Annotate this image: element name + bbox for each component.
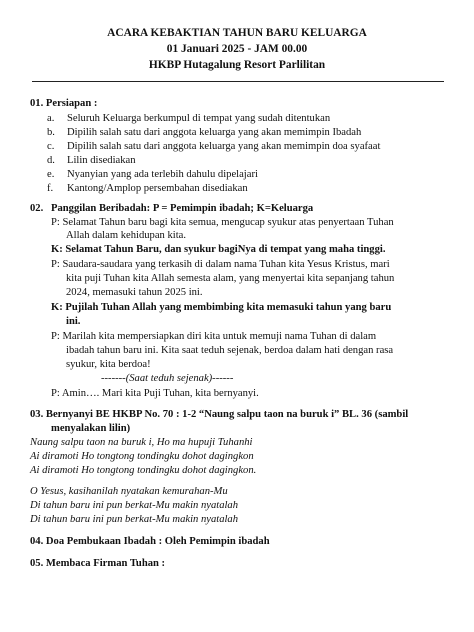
list-item-marker: a.: [47, 113, 55, 124]
hymn-line: Ai diramoti Ho tongtong tondingku dohot dagingkon.: [30, 465, 257, 476]
liturgy-line-p-cont: syukur, kita berdoa!: [66, 359, 151, 370]
list-item: Dipilih salah satu dari anggota keluarga yang akan memimpin Ibadah: [67, 127, 362, 138]
list-item: Seluruh Keluarga berkumpul di tempat yang sudah ditentukan: [67, 113, 331, 124]
list-item-marker: f.: [47, 183, 54, 194]
section-05-title: 05. Membaca Firman Tuhan :: [30, 558, 166, 569]
hymn-line: Naung salpu taon na buruk i, Ho ma hupuji Tuhanhi: [30, 437, 253, 448]
section-02-number: 02.: [30, 203, 44, 214]
liturgy-line-p: P: Saudara-saudara yang terkasih di dalam nama Tuhan kita Yesus Kristus, mari: [51, 259, 390, 270]
section-02-title: Panggilan Beribadah: P = Pemimpin ibadah; K=Keluarga: [51, 203, 314, 214]
document-church: HKBP Hutagalung Resort Parlilitan: [148, 59, 326, 71]
document-date: 01 Januari 2025 - JAM 00.00: [166, 43, 308, 55]
list-item: Dipilih salah satu dari anggota keluarga yang akan memimpin doa syafaat: [67, 141, 381, 152]
liturgy-line-k-cont: ini.: [66, 316, 81, 327]
list-item: Lilin disediakan: [67, 155, 136, 166]
section-01-title: 01. Persiapan :: [30, 98, 98, 109]
liturgy-line-p-cont: ibadah tahun baru ini. Kita saat teduh sejenak, berdoa dalam hati dengan rasa: [66, 345, 394, 356]
liturgy-line-p-cont: Allah dalam kehidupan kita.: [66, 230, 187, 241]
liturgy-line-p-cont: kita puji Tuhan kita Allah semesta alam, yang menyertai kita sepanjang tahun: [66, 273, 395, 284]
section-03-title: 03. Bernyanyi BE HKBP No. 70 : 1-2 “Naung salpu taon na buruk i” BL. 36 (sambil: [30, 409, 409, 420]
list-item-marker: e.: [47, 169, 55, 180]
section-03-title-cont: menyalakan lilin): [51, 423, 131, 434]
list-item-marker: b.: [47, 127, 55, 138]
hymn-line: O Yesus, kasihanilah nyatakan kemurahan-Mu: [30, 486, 228, 497]
header-divider: [32, 81, 444, 82]
section-04-title: 04. Doa Pembukaan Ibadah : Oleh Pemimpin ibadah: [30, 536, 270, 547]
liturgy-line-k: K: Selamat Tahun Baru, dan syukur bagiNya di tempat yang maha tinggi.: [51, 244, 386, 255]
liturgy-line-p: P: Selamat Tahun baru bagi kita semua, mengucap syukur atas penyertaan Tuhan: [51, 217, 394, 228]
list-item-marker: d.: [47, 155, 55, 166]
liturgy-line-p: P: Amin…. Mari kita Puji Tuhan, kita bernyanyi.: [51, 388, 259, 399]
liturgy-line-p: P: Marilah kita mempersiapkan diri kita untuk memuji nama Tuhan di dalam: [51, 331, 377, 342]
hymn-line: Di tahun baru ini pun berkat-Mu makin nyatalah: [30, 500, 239, 511]
hymn-line: Di tahun baru ini pun berkat-Mu makin nyatalah: [30, 514, 239, 525]
liturgy-line-p-cont: 2024, memasuki tahun 2025 ini.: [66, 287, 203, 298]
hymn-line: Ai diramoti Ho tongtong tondingku dohot dagingkon: [30, 451, 254, 462]
list-item: Kantong/Amplop persembahan disediakan: [67, 183, 248, 194]
silent-prayer-note: -------(Saat teduh sejenak)------: [101, 373, 234, 384]
liturgy-line-k: K: Pujilah Tuhan Allah yang membimbing kita memasuki tahun yang baru: [51, 302, 392, 313]
document-title: ACARA KEBAKTIAN TAHUN BARU KELUARGA: [107, 27, 367, 39]
list-item-marker: c.: [47, 141, 55, 152]
list-item: Nyanyian yang ada terlebih dahulu dipelajari: [67, 169, 258, 180]
